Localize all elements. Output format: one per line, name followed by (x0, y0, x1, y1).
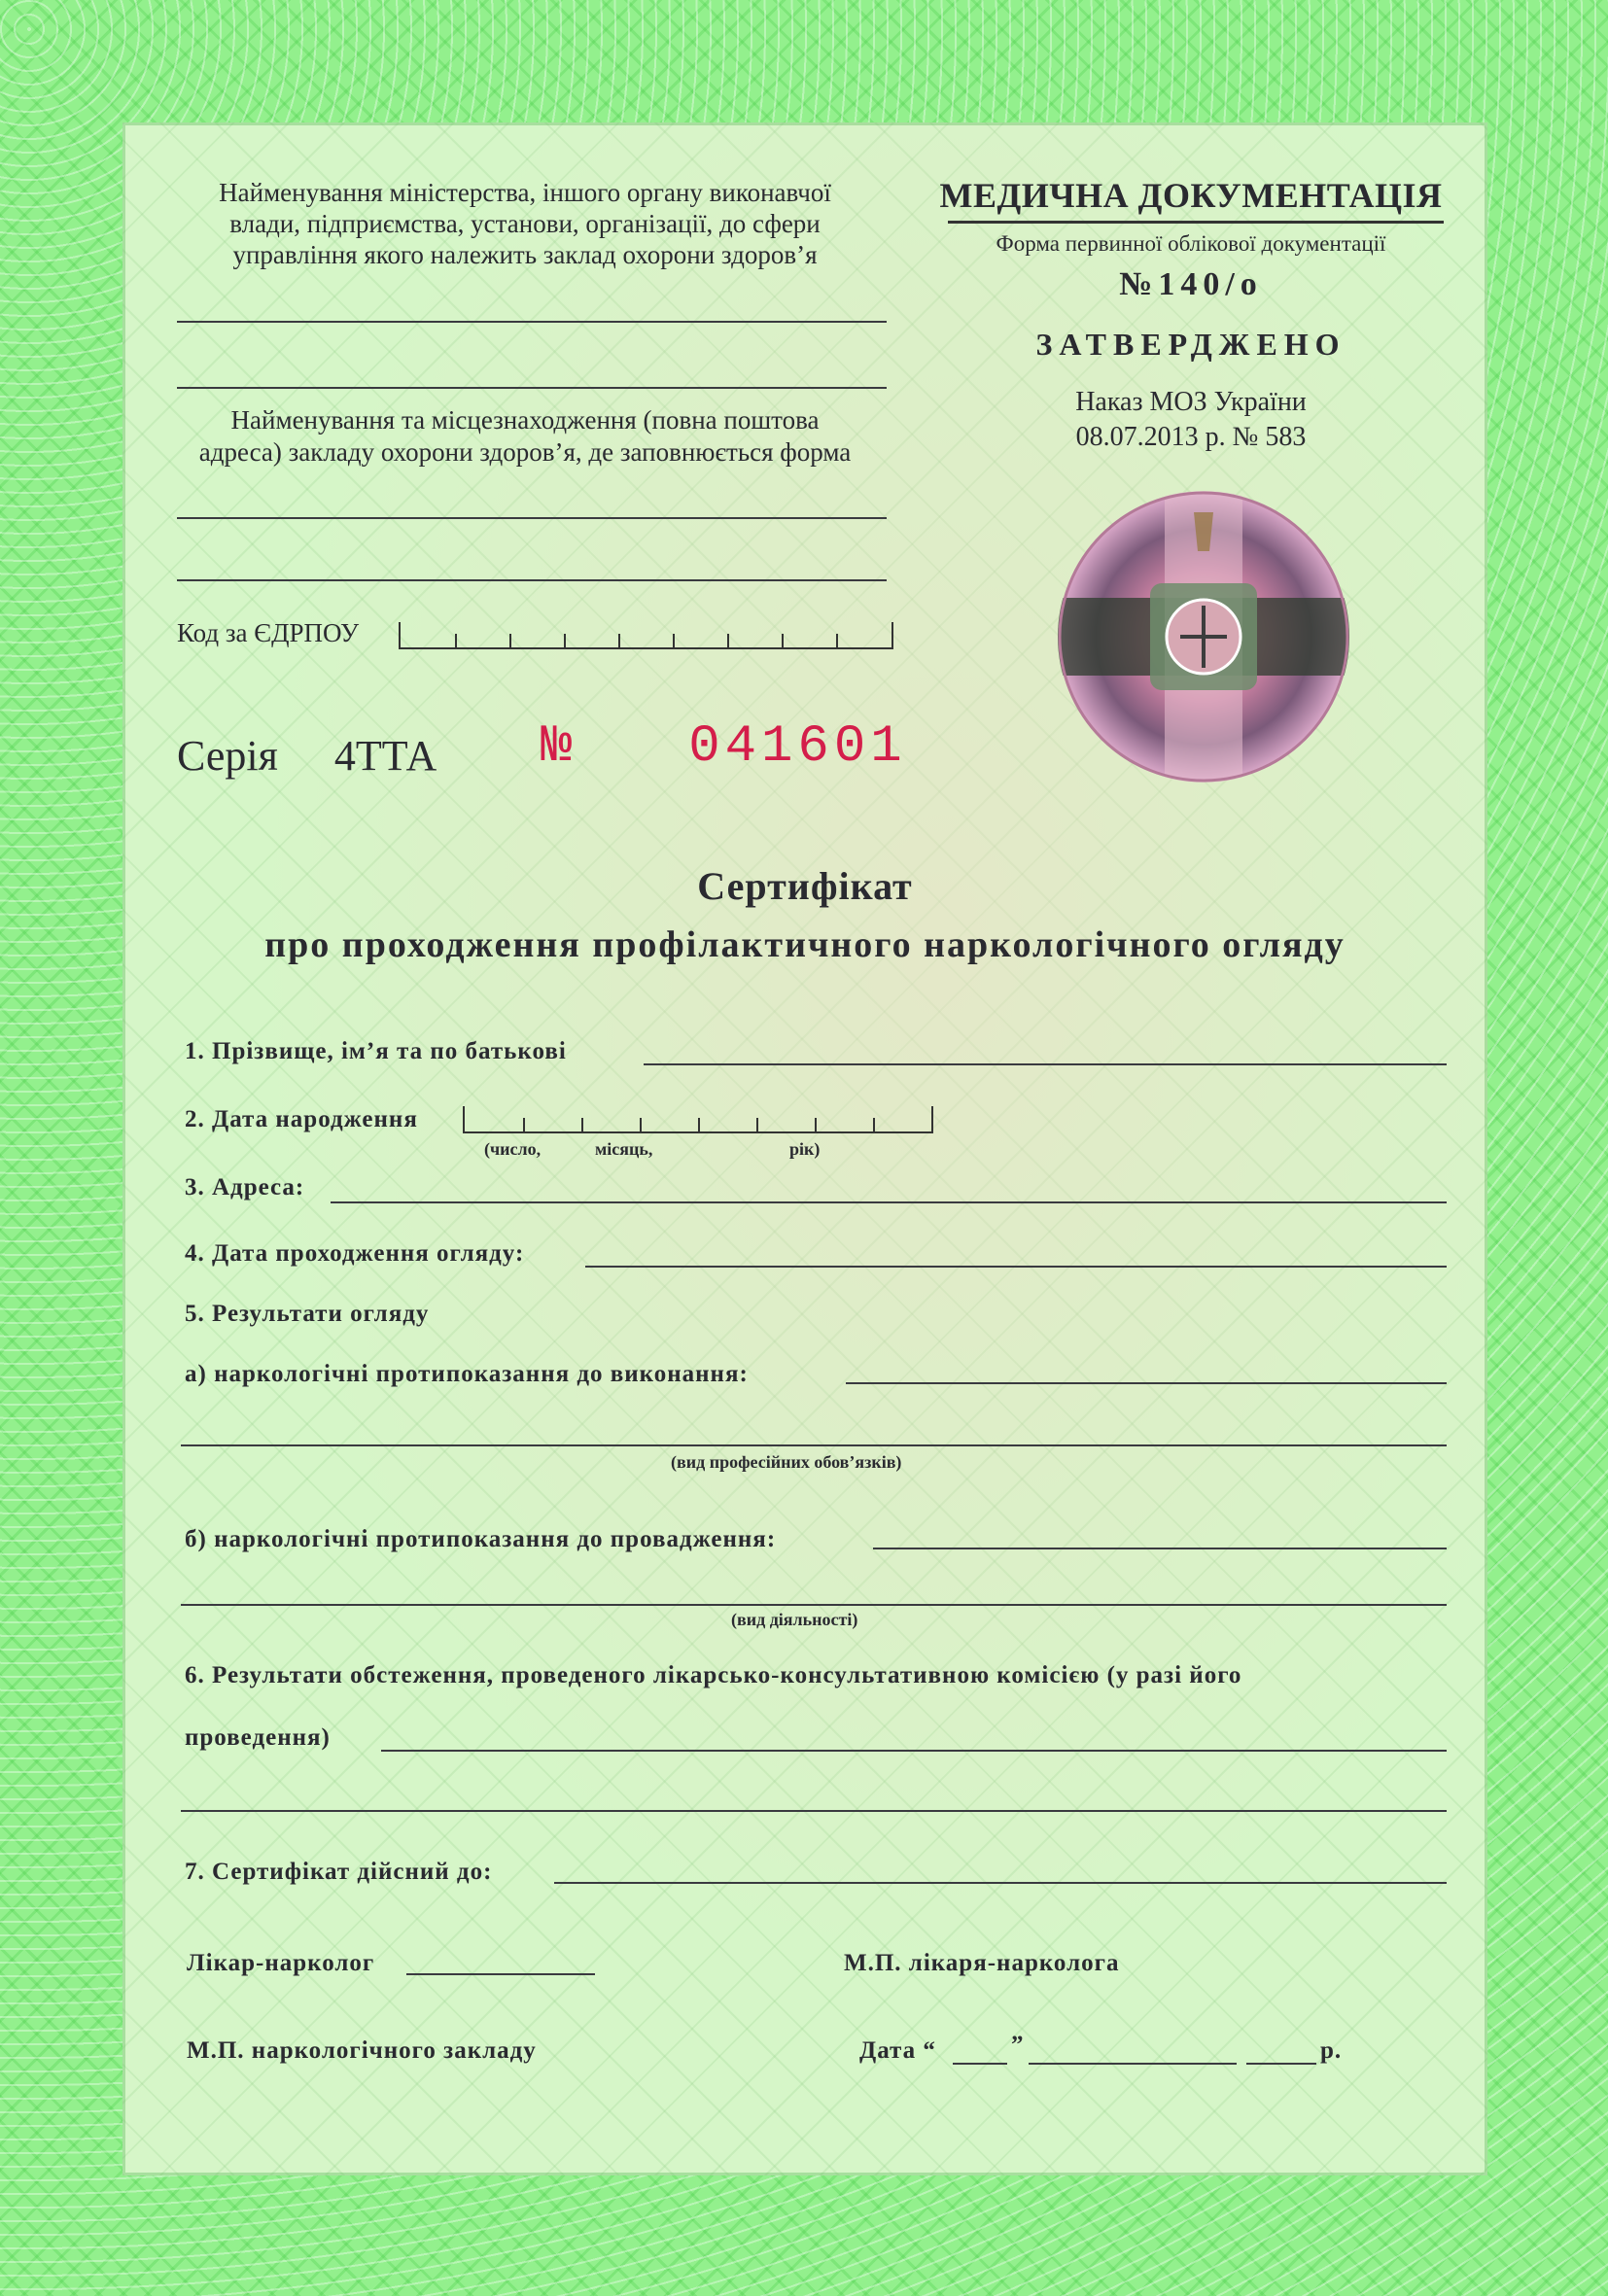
name-input[interactable] (644, 1063, 1447, 1065)
ministry-fill-line-2[interactable] (177, 387, 887, 389)
hologram-seal-icon (1058, 491, 1349, 783)
facility-seal-label: М.П. наркологічного закладу (187, 2037, 537, 2064)
doctor-signature-input[interactable] (406, 1973, 595, 1975)
doctor-label: Лікар-нарколог (187, 1950, 375, 1976)
facility-caption (175, 404, 875, 469)
certificate-title: Сертифікат (697, 864, 913, 908)
series-value: 4ТТА (333, 732, 437, 780)
commission-input-2[interactable] (181, 1810, 1447, 1812)
form-number: №140/о (1119, 266, 1263, 302)
form-label: Форма первинної облікової документації (996, 231, 1386, 256)
ministry-line-2: влади, підприємства, установи, організації, до сфери (229, 209, 821, 238)
field-commission-label: 6. Результати обстеження, проведеного лікарсько-консультативною комісією (у разі його (185, 1662, 1242, 1688)
order-reference (938, 385, 1444, 455)
contraindication-duties-input[interactable] (846, 1382, 1447, 1384)
valid-until-input[interactable] (554, 1882, 1447, 1884)
ministry-line-1: Найменування міністерства, іншого органу виконавчої (219, 178, 831, 207)
ministry-line-3: управління якого належить заклад охорони здоров’я (232, 240, 818, 269)
birthdate-month-hint: місяць, (595, 1139, 653, 1159)
certificate-number (541, 717, 907, 777)
medical-documentation-heading: МЕДИЧНА ДОКУМЕНТАЦІЯ (939, 176, 1443, 215)
field-results-label: 5. Результати огляду (185, 1301, 430, 1327)
date-year-suffix: р. (1320, 2037, 1343, 2064)
birthdate-day-hint: (число, (484, 1139, 542, 1159)
field-birthdate-label: 2. Дата народження (185, 1106, 418, 1132)
doctor-seal-label: М.П. лікаря-нарколога (844, 1950, 1120, 1976)
edrpou-label: Код за ЄДРПОУ (177, 618, 360, 647)
heading-underline (948, 221, 1444, 224)
facility-fill-line-2[interactable] (177, 579, 887, 581)
facility-fill-line[interactable] (177, 517, 887, 519)
edrpou-field[interactable] (399, 622, 893, 649)
exam-date-input[interactable] (585, 1266, 1447, 1268)
birthdate-input[interactable] (463, 1106, 933, 1133)
date-quote-close: ” (1011, 2032, 1025, 2058)
ministry-caption (175, 177, 875, 270)
date-year-input[interactable] (1246, 2063, 1316, 2065)
field-5a-label: а) наркологічні протипоказання до виконання: (185, 1361, 749, 1387)
series-label: Серія (177, 732, 278, 780)
facility-line-2: адреса) закладу охорони здоров’я, де заповнюється форма (198, 437, 852, 467)
activity-hint: (вид діяльності) (731, 1610, 858, 1629)
date-day-input[interactable] (953, 2063, 1007, 2065)
field-address-label: 3. Адреса: (185, 1174, 305, 1200)
field-valid-until-label: 7. Сертифікат дійсний до: (185, 1859, 493, 1885)
commission-input[interactable] (381, 1750, 1447, 1752)
number-value: 041601 (688, 717, 907, 777)
date-label: Дата “ (859, 2037, 936, 2064)
contraindication-activity-input[interactable] (873, 1548, 1447, 1549)
contraindication-activity-input-2[interactable] (181, 1604, 1447, 1606)
order-line-1: Наказ МОЗ України (1075, 387, 1307, 417)
certificate-subtitle: про проходження профілактичного наркологічного огляду (264, 924, 1346, 965)
field-exam-date-label: 4. Дата проходження огляду: (185, 1240, 525, 1267)
contraindication-duties-input-2[interactable] (181, 1444, 1447, 1446)
field-name-label: 1. Прізвище, ім’я та по батькові (185, 1038, 567, 1064)
number-sign: № (541, 717, 577, 777)
field-5b-label: б) наркологічні протипоказання до провадження: (185, 1526, 777, 1552)
date-month-input[interactable] (1029, 2063, 1237, 2065)
series (177, 731, 437, 781)
ministry-fill-line[interactable] (177, 321, 887, 323)
field-commission-label-2: проведення) (185, 1724, 331, 1751)
address-input[interactable] (331, 1201, 1447, 1203)
duties-hint: (вид професійних обов’язків) (671, 1452, 902, 1472)
order-line-2: 08.07.2013 р. № 583 (1075, 422, 1307, 452)
birthdate-year-hint: рік) (789, 1139, 821, 1159)
facility-line-1: Найменування та місцезнаходження (повна поштова (230, 405, 820, 435)
approved-label: ЗАТВЕРДЖЕНО (1035, 327, 1346, 362)
